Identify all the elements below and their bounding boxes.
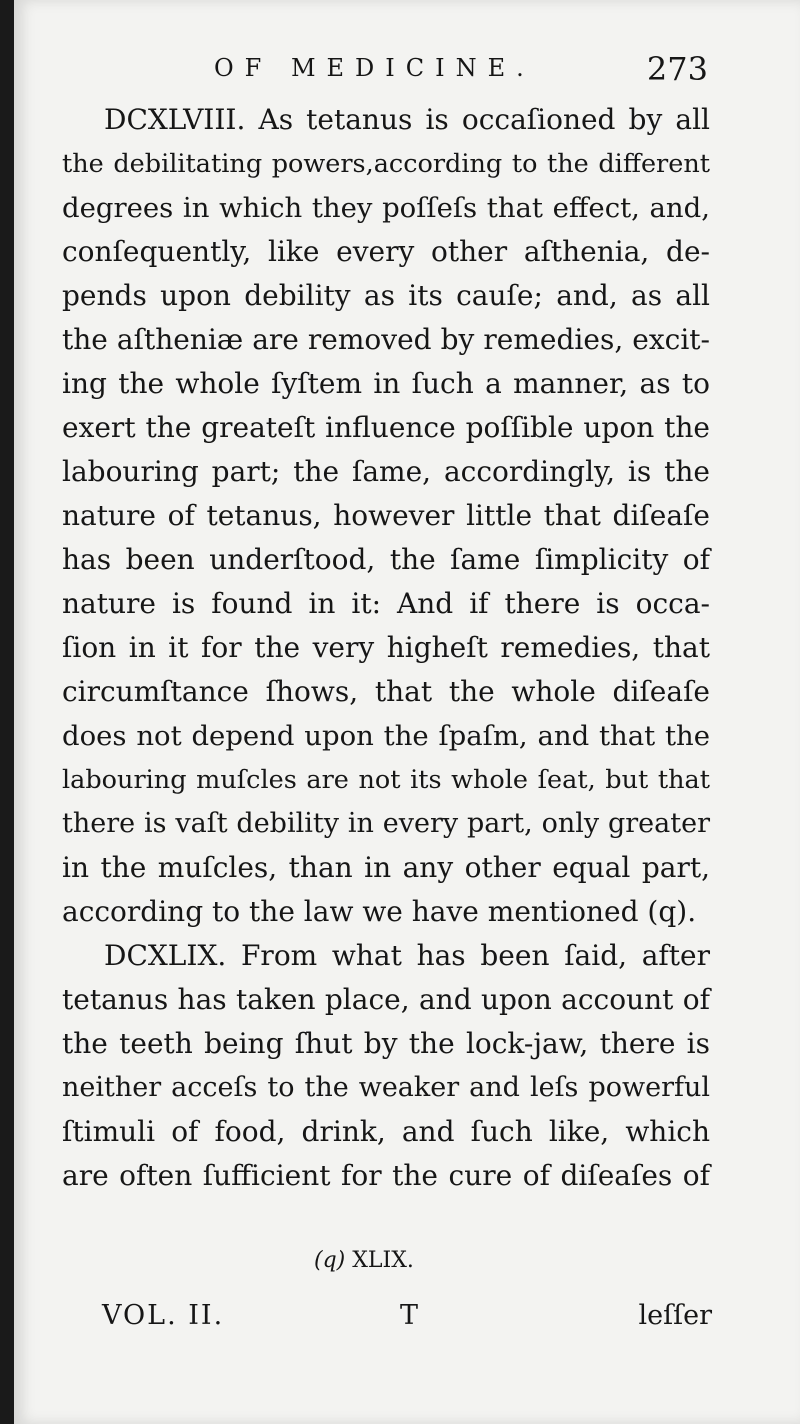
text-line: nature is found in it: And if there is occa- bbox=[62, 587, 710, 620]
text-line: there is vaſt debility in every part, only greater bbox=[62, 808, 710, 839]
text-line: DCXLVIII. As tetanus is occaſioned by all bbox=[104, 103, 710, 136]
footnote-marker: (q) bbox=[314, 1248, 346, 1273]
text-line: degrees in which they poſſeſs that effect, and, bbox=[62, 192, 710, 224]
volume-label: VOL. II. bbox=[102, 1300, 225, 1331]
text-line: tetanus has taken place, and upon account of bbox=[62, 983, 710, 1016]
text-line: labouring muſcles are not its whole ſeat, but that bbox=[62, 765, 710, 795]
body-text bbox=[62, 98, 710, 1198]
text-line: ing the whole ſyſtem in ſuch a manner, as to bbox=[62, 367, 710, 400]
text-line: neither acceſs to the weaker and leſs powerful bbox=[62, 1072, 710, 1103]
text-line: does not depend upon the ſpaſm, and that the bbox=[62, 720, 710, 752]
signature-mark: T bbox=[400, 1300, 419, 1331]
book-page bbox=[14, 0, 800, 1424]
text-line: the teeth being ſhut by the lock-jaw, there is bbox=[62, 1027, 710, 1060]
text-line: has been underſtood, the ſame ſimplicity of bbox=[62, 543, 710, 576]
text-line: in the muſcles, than in any other equal part, bbox=[62, 851, 710, 884]
text-line: nature of tetanus, however little that diſeaſe bbox=[62, 499, 710, 532]
text-line: the debilitating powers,according to the different bbox=[62, 149, 710, 179]
text-line: ſion in it for the very higheſt remedies, that bbox=[62, 631, 710, 664]
running-head bbox=[14, 50, 800, 90]
text-line: circumſtance ſhows, that the whole diſeaſe bbox=[62, 675, 710, 708]
text-line: ſtimuli of food, drink, and ſuch like, which bbox=[62, 1115, 710, 1148]
text-line: DCXLIX. From what has been ſaid, after bbox=[104, 939, 710, 972]
text-line: the aſtheniæ are removed by remedies, excit- bbox=[62, 323, 710, 356]
signature-row bbox=[14, 1300, 800, 1344]
running-head-title: OF MEDICINE. bbox=[214, 54, 535, 82]
footnote bbox=[314, 1248, 414, 1273]
text-line: according to the law we have mentioned (q). bbox=[62, 895, 697, 928]
text-line: pends upon debility as its cauſe; and, as all bbox=[62, 279, 710, 312]
text-line: labouring part; the ſame, accordingly, is the bbox=[62, 455, 710, 488]
text-line: exert the greateſt influence poſſible upon the bbox=[62, 411, 710, 444]
catchword: leſſer bbox=[638, 1300, 712, 1331]
footnote-text: XLIX. bbox=[352, 1248, 414, 1273]
text-line: conſequently, like every other aſthenia, de- bbox=[62, 235, 710, 268]
text-line: are often ſufficient for the cure of diſeaſes of bbox=[62, 1159, 710, 1192]
page-number: 273 bbox=[646, 50, 708, 88]
